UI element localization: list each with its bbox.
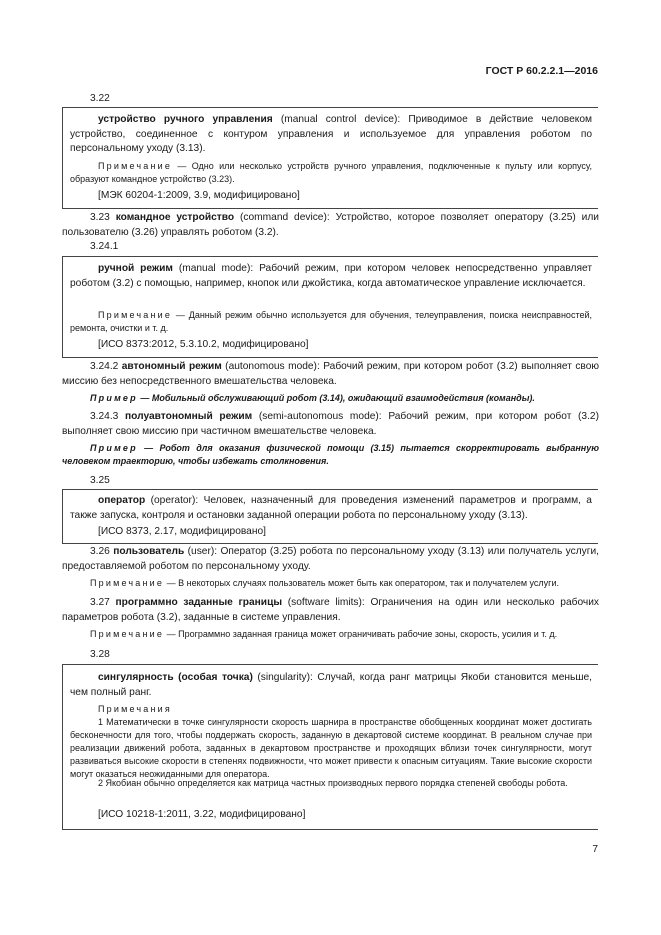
- note-label: Примечание: [98, 310, 173, 320]
- definition-text: Приводимое в действие человеком устройство, соединенное с контуром управления и используемое для управления роботом по персональному уходу (3.13).: [70, 114, 592, 154]
- note-text: — Одно или несколько устройств ручного управления, подключенные к пульту или корпусу, образуют командное устройство (3.23).: [70, 161, 592, 184]
- note-text: — Программно заданная граница может ограничивать рабочие зоны, скорость, усилия и т. д.: [164, 629, 558, 639]
- note-label: Примечание: [98, 161, 173, 171]
- example-text: — Мобильный обслуживающий робот (3.14), ожидающий взаимодействия (команды).: [137, 393, 535, 403]
- source-reference: [ИСО 10218-1:2011, 3.22, модифицировано]: [98, 809, 306, 820]
- note-text: — В некоторых случаях пользователь может быть как оператором, так и получателем услуги.: [164, 578, 559, 588]
- example-label: Пример: [90, 443, 138, 453]
- definition-text: (software limits): Ограничения на один или несколько рабочих параметров робота (3.2), заданные в системе управления.: [62, 597, 599, 623]
- term-english: (manual mode):: [172, 263, 260, 274]
- source-reference: [ИСО 8373:2012, 5.3.10.2, модифицировано]: [98, 339, 309, 350]
- section-number: 3.23: [90, 212, 116, 223]
- note-label: Примечание: [90, 629, 165, 639]
- paragraph-3-26: [62, 545, 599, 574]
- term-english: (singularity):: [252, 672, 318, 683]
- term: сингулярность (особая точка): [98, 672, 253, 683]
- note: [62, 577, 599, 590]
- section-number: 3.25: [90, 475, 110, 486]
- term: командное устройство: [115, 212, 235, 223]
- definition-box-3-25: [62, 489, 598, 544]
- source-reference: [МЭК 60204-1:2009, 3.9, модифицировано]: [98, 190, 300, 201]
- example-label: Пример: [90, 393, 138, 403]
- term: полуавтономный режим: [125, 411, 253, 422]
- definition-text: (user): Оператор (3.25) робота по персональному уходу (3.13) или получатель услуги, предоставляемой роботом по персональному уходу.: [62, 546, 599, 572]
- term: устройство ручного управления: [98, 114, 273, 125]
- definition-paragraph: [70, 262, 592, 291]
- section-number: 3.28: [90, 649, 110, 660]
- definition-text: Человек, назначенный для проведения изменений параметров и программ, а также запуска, контроля и остановки заданной операции робота по персональному уходу (3.13).: [70, 495, 592, 521]
- notes-label: Примечания: [98, 704, 172, 714]
- paragraph-3-24-2: [62, 360, 599, 389]
- note: [70, 160, 592, 186]
- paragraph-3-27: [62, 596, 599, 625]
- paragraph-3-24-3: [62, 410, 599, 439]
- definition-box-3-28: [62, 664, 598, 830]
- note-2: 2 Якобиан обычно определяется как матрица частных производных первого порядка степеней свободы робота.: [98, 778, 568, 788]
- source-reference: [ИСО 8373, 2.17, модифицировано]: [98, 526, 266, 537]
- definition-text: Рабочий режим, при котором человек непосредственно управляет роботом (3.2) с помощью, например, кнопок или джойстика, когда автоматическое управление исключается.: [70, 263, 592, 289]
- definition-box-3-24-1: [62, 256, 598, 358]
- term: пользователь: [113, 546, 185, 557]
- definition-paragraph: [70, 494, 592, 523]
- definition-paragraph: [70, 671, 592, 700]
- definition-text: (semi-autonomous mode): Рабочий режим, при котором робот (3.2) выполняет свою миссию при частичном вмешательстве человека.: [62, 411, 599, 437]
- note: [70, 309, 592, 335]
- section-number: 3.24.3: [90, 411, 125, 422]
- section-number: 3.27: [90, 597, 116, 608]
- term: ручной режим: [98, 263, 173, 274]
- term: программно заданные границы: [115, 597, 283, 608]
- note-1: 1 Математически в точке сингулярности скорость шарнира в пространстве обобщенных координат может достигать бесконечности для того, чтобы поддержать скорость, заданную в декартовой системе координат. В реальном случае при реализации движений робота, заданных в декартовом пространстве и проходящих вблизи точек сингулярности, могут развиваться высокие скорости в степенях подвижности, что может привести к опасным ситуациям. Такие высокие скорости могут оказаться неожиданными для оператора.: [70, 717, 592, 779]
- example: [62, 442, 599, 468]
- note: [62, 628, 599, 641]
- page-number: 7: [592, 844, 598, 855]
- document-code: ГОСТ Р 60.2.2.1—2016: [485, 65, 598, 77]
- note-text: — Данный режим обычно используется для обучения, телеуправления, поиска неисправностей, ремонта, очистки и т. д.: [70, 310, 592, 333]
- definition-text: Случай, когда ранг матрицы Якоби становится меньше, чем полный ранг.: [70, 672, 593, 698]
- example: [62, 392, 599, 405]
- section-number: 3.24.1: [90, 241, 119, 252]
- term-english: (manual control device):: [272, 114, 409, 125]
- example-text: — Робот для оказания физической помощи (3.15) пытается скорректировать выбранную человеком траекторию, чтобы избежать столкновения.: [62, 443, 599, 466]
- term-english: (operator):: [145, 495, 204, 506]
- paragraph-3-23: [62, 211, 599, 240]
- definition-text: (autonomous mode): Рабочий режим, при котором робот (3.2) выполняет свою миссию без непосредственного вмешательства человека.: [62, 361, 600, 387]
- term: автономный режим: [121, 361, 222, 372]
- section-number: 3.24.2: [90, 361, 122, 372]
- term: оператор: [98, 495, 146, 506]
- definition-text: (command device): Устройство, которое позволяет оператору (3.25) или пользователю (3.26) управлять роботом (3.2).: [62, 212, 599, 238]
- note-label: Примечание: [90, 578, 165, 588]
- section-number: 3.26: [90, 546, 114, 557]
- definition-box-3-22: [62, 107, 598, 209]
- section-number: 3.22: [90, 93, 110, 104]
- definition-paragraph: [70, 113, 592, 157]
